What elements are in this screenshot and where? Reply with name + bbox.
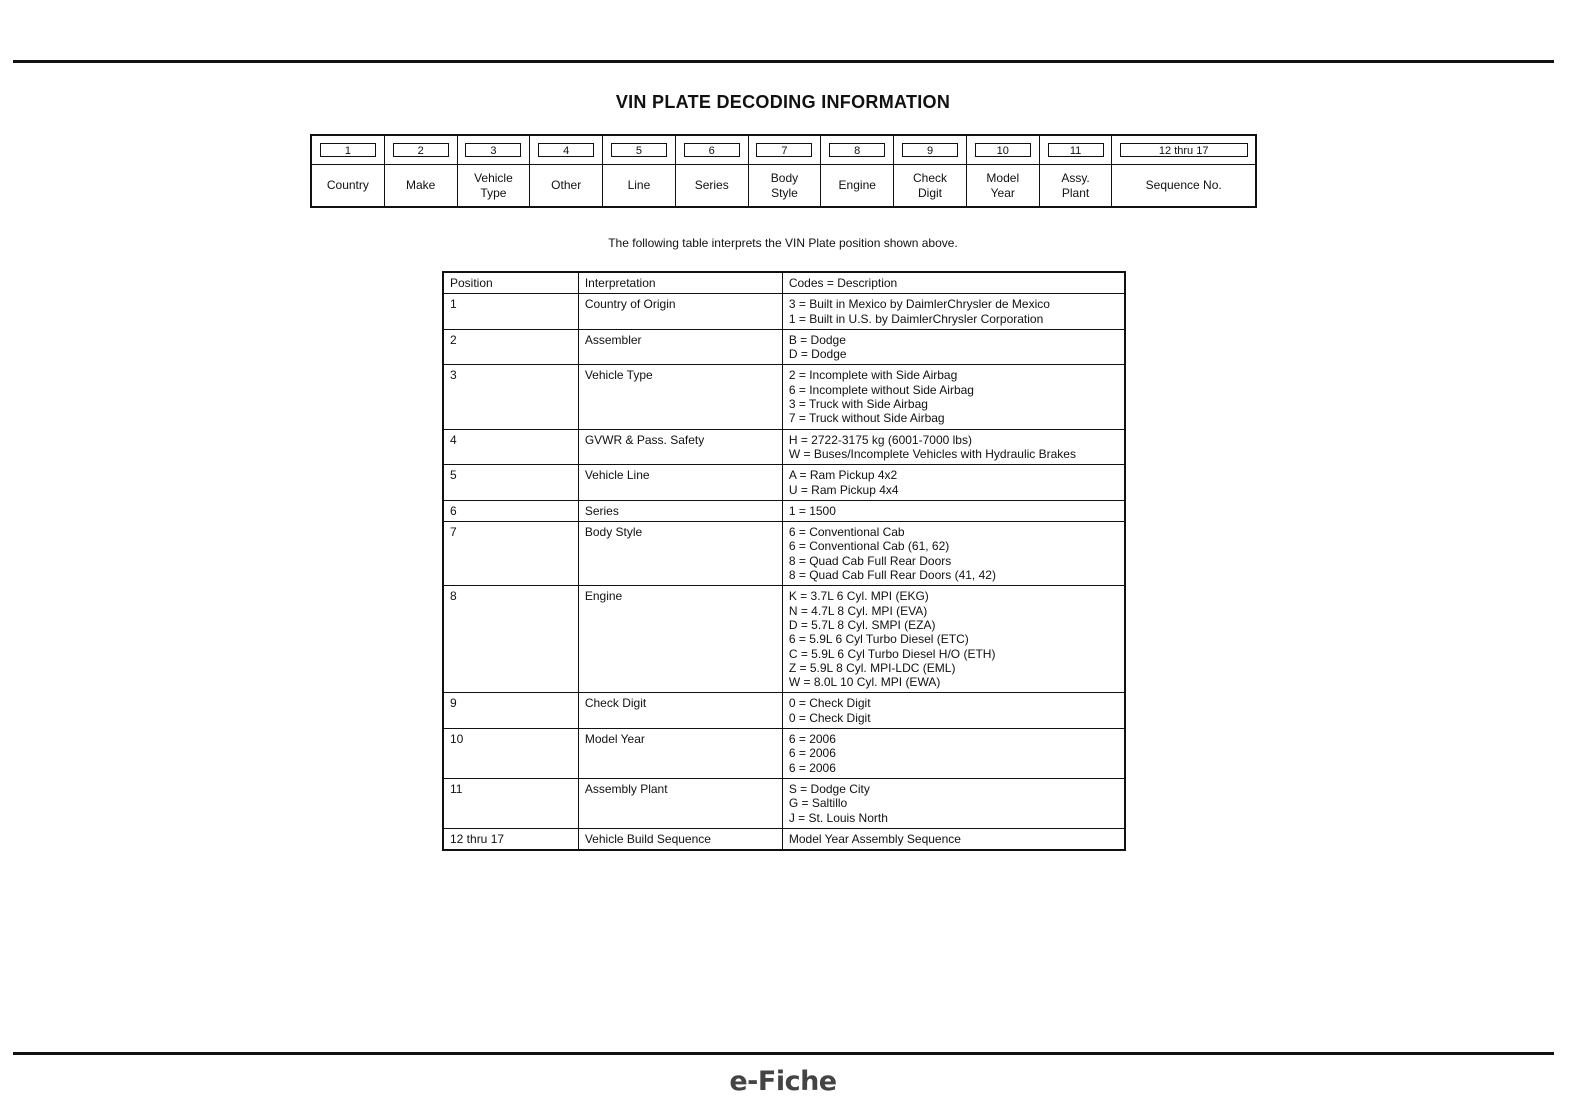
efiche-logo: e-Fiche: [729, 1066, 837, 1097]
code-line: K = 3.7L 6 Cyl. MPI (EKG): [788, 589, 929, 604]
code-line: W = Buses/Incomplete Vehicles with Hydraulic Brakes: [788, 446, 1076, 461]
interpretation-cell: Assembler: [578, 329, 782, 365]
code-line: 0 = Check Digit: [788, 710, 871, 725]
vin-plate-position-number: 6: [684, 143, 740, 157]
codes-cell: [782, 693, 1125, 729]
code-line: C = 5.9L 6 Cyl Turbo Diesel H/O (ETH): [788, 646, 996, 661]
codes-cell: [782, 522, 1125, 586]
interpretation-cell: Assembly Plant: [578, 778, 782, 828]
code-line: 3 = Built in Mexico by DaimlerChrysler de Mexico: [788, 297, 1050, 312]
vin-plate-position-number: 8: [829, 143, 885, 157]
codes-cell: [782, 365, 1125, 429]
vin-plate-position: [676, 136, 749, 206]
table-row: [443, 465, 1125, 501]
vin-plate-position-number: 2: [393, 143, 449, 157]
vin-plate-position-number: 10: [975, 143, 1031, 157]
codes-cell: [782, 329, 1125, 365]
vin-plate-position-number: 4: [538, 143, 594, 157]
code-line: 6 = 2006: [788, 732, 836, 747]
vin-plate-position-label: Sequence No.: [1145, 178, 1222, 192]
code-line: 6 = 2006: [788, 760, 836, 775]
header-position: Position: [443, 272, 578, 294]
codes-cell: [782, 465, 1125, 501]
table-row: [443, 429, 1125, 465]
interpretation-cell: Engine: [578, 586, 782, 693]
vin-plate-number-row: [676, 136, 748, 165]
vin-plate-number-row: [749, 136, 821, 165]
code-line: 6 = Conventional Cab (61, 62): [788, 539, 950, 554]
bottom-rule: [13, 1052, 1554, 1055]
header-codes: Codes = Description: [782, 272, 1125, 294]
vin-plate-position-label: Check Digit: [913, 170, 948, 200]
position-cell: 3: [443, 365, 578, 429]
vin-plate-position-label: Line: [627, 178, 651, 192]
interpretation-cell: Vehicle Build Sequence: [578, 828, 782, 850]
interpretation-cell: Model Year: [578, 729, 782, 779]
vin-plate-position-label: Assy. Plant: [1061, 170, 1090, 200]
table-row: [443, 500, 1125, 521]
position-cell: 9: [443, 693, 578, 729]
position-cell: 1: [443, 294, 578, 330]
interpretation-cell: Country of Origin: [578, 294, 782, 330]
vin-plate-diagram: [310, 134, 1257, 208]
position-cell: 11: [443, 778, 578, 828]
table-caption: The following table interprets the VIN Plate position shown above.: [608, 236, 958, 250]
code-line: 3 = Truck with Side Airbag: [788, 397, 928, 412]
vin-plate-position: [530, 136, 603, 206]
table-row: [443, 586, 1125, 693]
vin-plate-position-number: 1: [320, 143, 376, 157]
table-header-row: [443, 272, 1125, 294]
codes-cell: [782, 294, 1125, 330]
code-line: Model Year Assembly Sequence: [788, 831, 961, 846]
codes-cell: [782, 828, 1125, 850]
header-interpretation: Interpretation: [578, 272, 782, 294]
vin-plate-position-label: Other: [551, 178, 582, 192]
interpretation-cell: Check Digit: [578, 693, 782, 729]
code-line: 6 = Conventional Cab: [788, 525, 905, 540]
vin-plate-position-number: 7: [756, 143, 812, 157]
interpretation-cell: GVWR & Pass. Safety: [578, 429, 782, 465]
code-line: D = Dodge: [788, 347, 847, 362]
code-line: U = Ram Pickup 4x4: [788, 482, 899, 497]
table-row: [443, 693, 1125, 729]
vin-plate-position-number: 11: [1048, 143, 1104, 157]
code-line: 8 = Quad Cab Full Rear Doors: [788, 553, 952, 568]
codes-cell: [782, 586, 1125, 693]
vin-decoding-table: [442, 271, 1126, 851]
position-cell: 8: [443, 586, 578, 693]
vin-plate-number-row: [458, 136, 530, 165]
position-cell: 10: [443, 729, 578, 779]
codes-cell: [782, 778, 1125, 828]
codes-cell: [782, 429, 1125, 465]
position-cell: 4: [443, 429, 578, 465]
code-line: 6 = 2006: [788, 746, 836, 761]
vin-plate-position-label: Body Style: [770, 170, 799, 200]
vin-plate-number-row: [821, 136, 893, 165]
vin-plate-position: [385, 136, 458, 206]
vin-plate-number-row: [312, 136, 384, 165]
vin-plate-position-number: 3: [465, 143, 521, 157]
position-cell: 5: [443, 465, 578, 501]
top-rule: [13, 60, 1554, 63]
vin-plate-position-label: Country: [326, 178, 369, 192]
codes-cell: [782, 500, 1125, 521]
table-row: [443, 294, 1125, 330]
vin-plate-position-label: Series: [694, 178, 729, 192]
vin-plate-position: [1112, 136, 1255, 206]
position-cell: 6: [443, 500, 578, 521]
code-line: 2 = Incomplete with Side Airbag: [788, 368, 958, 383]
vin-plate-position-label: Model Year: [986, 170, 1020, 200]
code-line: H = 2722-3175 kg (6001-7000 lbs): [788, 432, 972, 447]
vin-plate-position-label: Make: [405, 178, 436, 192]
vin-plate-number-row: [530, 136, 602, 165]
code-line: A = Ram Pickup 4x2: [788, 468, 898, 483]
code-line: G = Saltillo: [788, 796, 848, 811]
code-line: 7 = Truck without Side Airbag: [788, 411, 945, 426]
code-line: 0 = Check Digit: [788, 696, 871, 711]
table-row: [443, 828, 1125, 850]
vin-plate-position: [821, 136, 894, 206]
table-row: [443, 778, 1125, 828]
code-line: D = 5.7L 8 Cyl. SMPI (EZA): [788, 617, 936, 632]
code-line: W = 8.0L 10 Cyl. MPI (EWA): [788, 675, 941, 690]
vin-plate-number-row: [385, 136, 457, 165]
code-line: J = St. Louis North: [788, 810, 888, 825]
vin-plate-number-row: [1040, 136, 1112, 165]
page-title: VIN PLATE DECODING INFORMATION: [615, 92, 951, 112]
interpretation-cell: Vehicle Type: [578, 365, 782, 429]
interpretation-cell: Series: [578, 500, 782, 521]
vin-plate-number-row: [1112, 136, 1255, 165]
code-line: 1 = 1500: [788, 503, 836, 518]
codes-cell: [782, 729, 1125, 779]
vin-plate-position: [603, 136, 676, 206]
table-row: [443, 329, 1125, 365]
vin-plate-position-number: 5: [611, 143, 667, 157]
code-line: Z = 5.9L 8 Cyl. MPI-LDC (EML): [788, 660, 956, 675]
code-line: S = Dodge City: [788, 781, 870, 796]
vin-plate-number-row: [603, 136, 675, 165]
position-cell: 7: [443, 522, 578, 586]
vin-plate-position: [967, 136, 1040, 206]
vin-plate-position-label: Vehicle Type: [474, 170, 513, 200]
vin-plate-position-label: Engine: [838, 178, 876, 192]
vin-plate-position: [894, 136, 967, 206]
vin-plate-position: [1040, 136, 1113, 206]
table-row: [443, 729, 1125, 779]
vin-plate-number-row: [967, 136, 1039, 165]
table-row: [443, 365, 1125, 429]
interpretation-cell: Body Style: [578, 522, 782, 586]
position-cell: 12 thru 17: [443, 828, 578, 850]
vin-plate-position-number: 12 thru 17: [1120, 143, 1248, 157]
vin-plate-number-row: [894, 136, 966, 165]
vin-plate-position-number: 9: [902, 143, 958, 157]
code-line: N = 4.7L 8 Cyl. MPI (EVA): [788, 603, 928, 618]
code-line: 6 = Incomplete without Side Airbag: [788, 382, 974, 397]
code-line: B = Dodge: [788, 332, 846, 347]
table-row: [443, 522, 1125, 586]
vin-plate-position: [458, 136, 531, 206]
code-line: 1 = Built in U.S. by DaimlerChrysler Corporation: [788, 311, 1044, 326]
code-line: 6 = 5.9L 6 Cyl Turbo Diesel (ETC): [788, 632, 969, 647]
position-cell: 2: [443, 329, 578, 365]
vin-plate-position: [749, 136, 822, 206]
interpretation-cell: Vehicle Line: [578, 465, 782, 501]
vin-plate-position: [312, 136, 385, 206]
code-line: 8 = Quad Cab Full Rear Doors (41, 42): [788, 568, 996, 583]
